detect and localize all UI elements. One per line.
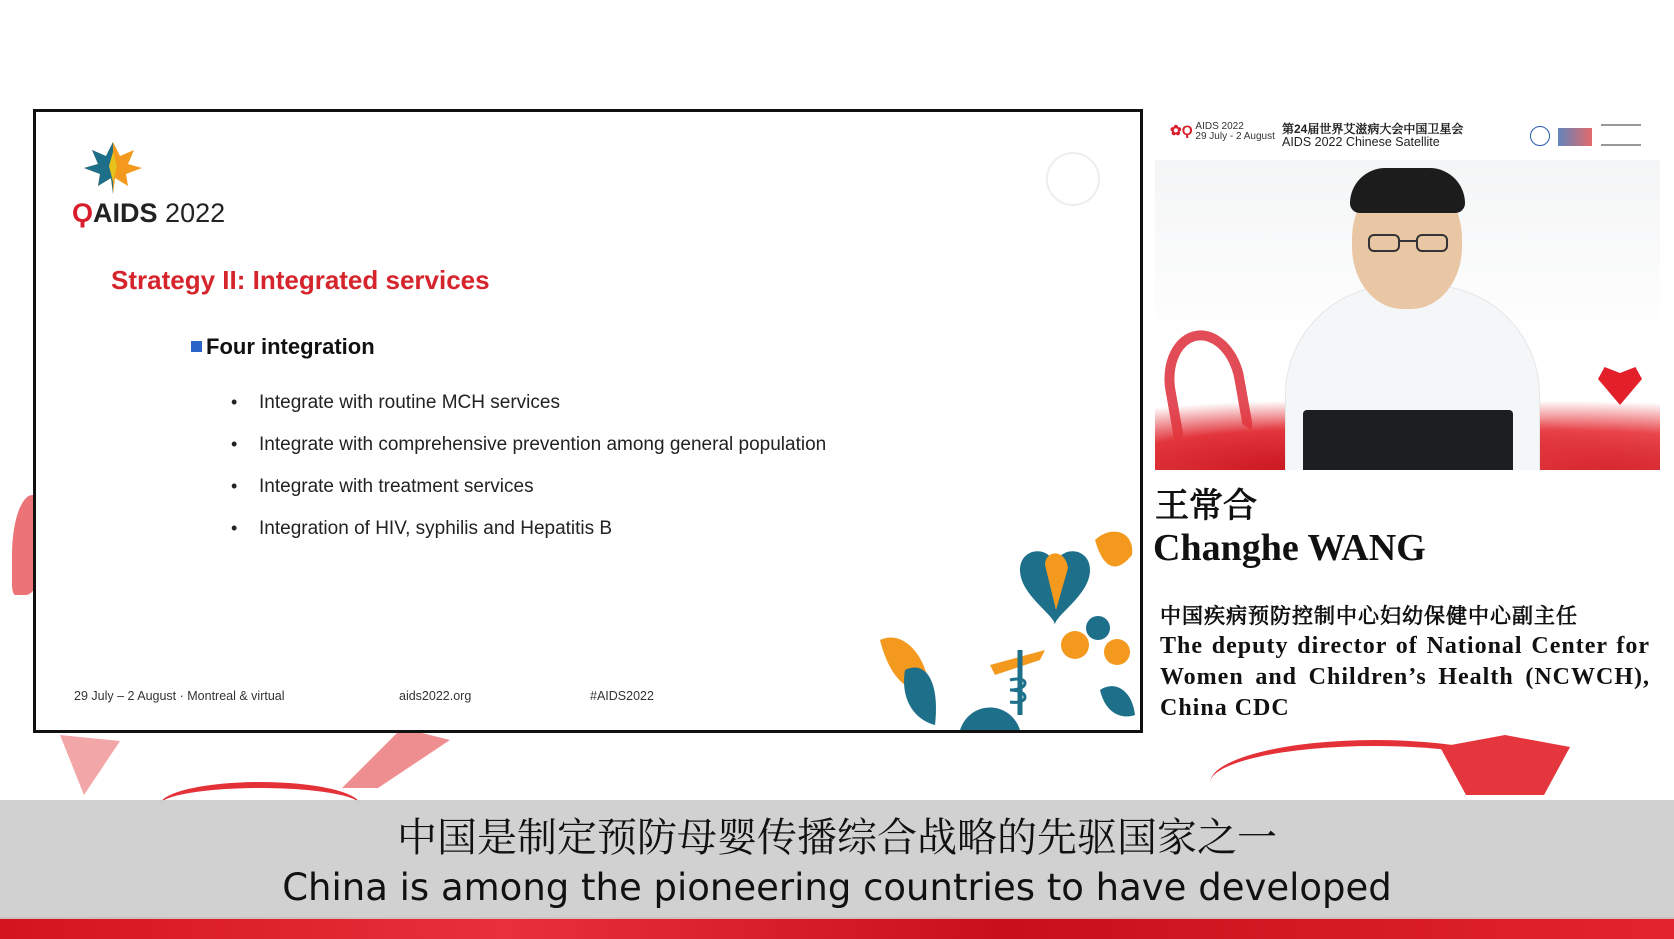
- mini-logo-bottom: 29 July - 2 August: [1195, 131, 1275, 142]
- bullet-list: [231, 392, 826, 560]
- watermark-icon: [1046, 152, 1100, 206]
- presentation-slide: [33, 109, 1143, 733]
- partner-logo-icon: [1558, 128, 1592, 146]
- glasses-icon: [1363, 232, 1453, 254]
- red-ribbon-icon: ✿Ϙ: [1170, 122, 1193, 138]
- background-shard-decoration: [330, 728, 450, 788]
- footer-site: aids2022.org: [399, 689, 472, 703]
- event-title-cn: 第24届世界艾滋病大会中国卫星会: [1282, 122, 1464, 136]
- subtitle-en: China is among the pioneering countries to have developed: [282, 866, 1392, 909]
- logo-brand: AIDS: [93, 198, 158, 228]
- event-header: [1170, 116, 1650, 156]
- list-item: • Integration of HIV, syphilis and Hepatitis B: [231, 518, 826, 560]
- maple-leaf-logo-icon: [84, 142, 142, 194]
- mini-logo-top: AIDS 2022: [1195, 121, 1244, 132]
- speaker-name-en: Changhe WANG: [1153, 527, 1426, 569]
- slide-corner-artwork-icon: [870, 530, 1140, 730]
- speaker-video: [1155, 160, 1660, 470]
- speaker-title-en: The deputy director of National Center for Women and Children’s Health (NCWCH), China CDC: [1160, 633, 1650, 721]
- partner-logo-icon: [1601, 124, 1641, 146]
- speaker-title: [1160, 600, 1650, 724]
- blue-square-bullet-icon: [191, 341, 202, 352]
- red-ribbon-icon: Ϙ: [72, 198, 94, 228]
- event-mini-logo: [1170, 122, 1275, 142]
- laptop: [1303, 410, 1513, 470]
- subtitle-cn: 中国是制定预防母婴传播综合战略的先驱国家之一: [397, 815, 1277, 861]
- speaker-title-cn: 中国疾病预防控制中心妇幼保健中心副主任: [1160, 603, 1578, 628]
- partner-logos: [1530, 124, 1650, 146]
- speaker-name-cn: 王常合: [1155, 486, 1257, 526]
- list-item: • Integrate with comprehensive prevention among general population: [231, 434, 826, 476]
- list-item: • Integrate with treatment services: [231, 476, 826, 518]
- partner-emblem-icon: [1530, 126, 1550, 146]
- heart-icon: [1598, 365, 1642, 405]
- footer-dates: 29 July – 2 August · Montreal & virtual: [74, 689, 285, 703]
- aids-2022-logo: [72, 198, 225, 229]
- slide-title: Strategy II: Integrated services: [111, 265, 490, 295]
- background-red-strip: [0, 917, 1674, 939]
- list-item: • Integrate with routine MCH services: [231, 392, 826, 434]
- speaker-hair: [1350, 168, 1465, 213]
- logo-year: 2022: [165, 198, 226, 228]
- background-shard-decoration: [60, 735, 120, 795]
- section-heading: [191, 334, 375, 360]
- footer-hashtag: #AIDS2022: [590, 689, 654, 703]
- section-heading-text: Four integration: [206, 334, 375, 359]
- event-title-en: AIDS 2022 Chinese Satellite: [1282, 135, 1440, 149]
